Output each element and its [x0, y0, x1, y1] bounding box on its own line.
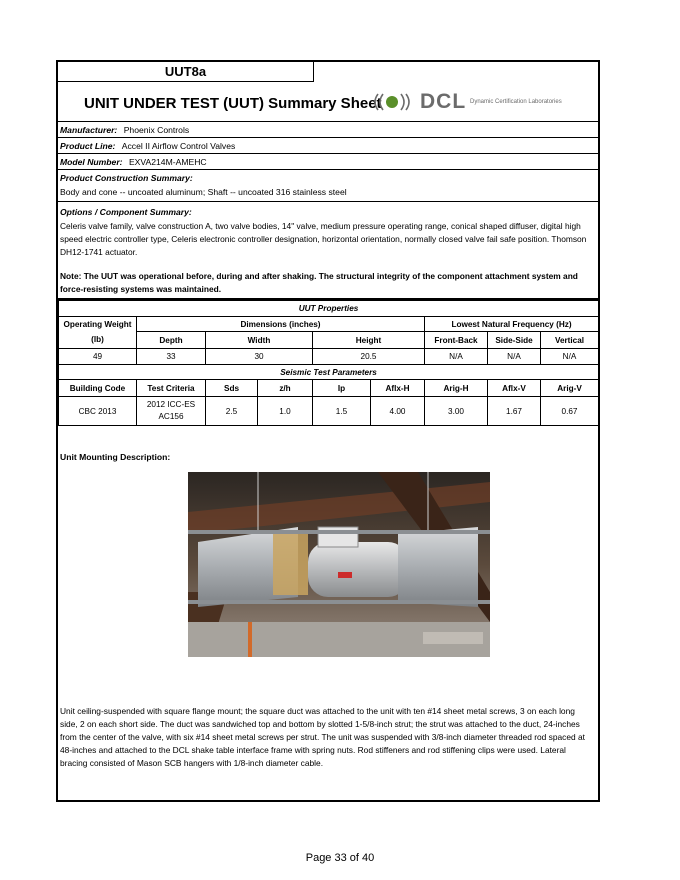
width-value: 30 — [206, 349, 313, 365]
model-number-label: Model Number: — [60, 157, 123, 167]
test-criteria-line1: 2012 ICC-ES — [146, 400, 196, 409]
page-title: UNIT UNDER TEST (UUT) Summary Sheet — [84, 95, 382, 112]
col-zh: z/h — [258, 380, 313, 397]
col-sds: Sds — [206, 380, 258, 397]
zh-value: 1.0 — [258, 397, 313, 426]
logo-text: DCL — [420, 90, 467, 113]
depth-value: 33 — [137, 349, 206, 365]
uut-id: UUT8a — [58, 62, 314, 82]
col-test-criteria: Test Criteria — [137, 380, 206, 397]
model-number-row — [58, 154, 598, 170]
seismic-title: Seismic Test Parameters — [59, 365, 599, 380]
seismic-table — [58, 364, 599, 426]
unit-photo-image — [188, 472, 490, 657]
arig-v-value: 0.67 — [541, 397, 599, 426]
manufacturer-label: Manufacturer: — [60, 125, 118, 135]
uut-properties-title: UUT Properties — [59, 301, 599, 317]
options-value: Celeris valve family, valve construction A, two valve bodies, 14" valve, medium pressure operating range, conical shaped diffuser, digital high speed electric controller type, Celeris electronic controller designation, horizontal orientation, normally closed valve fail safe position. Thomson DH12-1741 actuator. — [60, 221, 587, 257]
height-value: 20.5 — [313, 349, 425, 365]
vertical-value: N/A — [541, 349, 599, 365]
manufacturer-row — [58, 122, 598, 138]
col-width: Width — [206, 332, 313, 349]
col-vertical: Vertical — [541, 332, 599, 349]
operating-weight-unit: (lb) — [59, 332, 137, 349]
side-side-value: N/A — [488, 349, 541, 365]
options-row — [58, 202, 598, 300]
construction-label: Product Construction Summary: — [60, 173, 193, 183]
sds-value: 2.5 — [206, 397, 258, 426]
test-criteria-value — [137, 397, 206, 426]
arig-h-value: 3.00 — [425, 397, 488, 426]
test-criteria-line2: AC156 — [158, 412, 184, 421]
product-line-value: Accel II Airflow Control Valves — [121, 141, 236, 151]
weight-value: 49 — [59, 349, 137, 365]
frequency-label: Lowest Natural Frequency (Hz) — [425, 317, 599, 332]
product-line-row — [58, 138, 598, 154]
col-aflx-h: Aflx-H — [371, 380, 425, 397]
mounting-label: Unit Mounting Description: — [60, 452, 171, 462]
note-text: Note: The UUT was operational before, during and after shaking. The structural integrity of the component attachment system and force-resisting systems was maintained. — [60, 271, 578, 294]
dcl-logo — [370, 89, 596, 115]
construction-value: Body and cone -- uncoated aluminum; Shaft -- uncoated 316 stainless steel — [60, 187, 347, 197]
col-arig-v: Arig-V — [541, 380, 599, 397]
front-back-value: N/A — [425, 349, 488, 365]
dimensions-label: Dimensions (inches) — [137, 317, 425, 332]
options-label: Options / Component Summary: — [60, 207, 192, 217]
col-building-code: Building Code — [59, 380, 137, 397]
col-ip: Ip — [313, 380, 371, 397]
aflx-v-value: 1.67 — [488, 397, 541, 426]
col-depth: Depth — [137, 332, 206, 349]
building-code-value: CBC 2013 — [59, 397, 137, 426]
logo-subtext: Dynamic Certification Laboratories — [470, 99, 562, 105]
product-line-label: Product Line: — [60, 141, 116, 151]
aflx-h-value: 4.00 — [371, 397, 425, 426]
ip-value: 1.5 — [313, 397, 371, 426]
page-number: Page 33 of 40 — [305, 852, 375, 864]
col-arig-h: Arig-H — [425, 380, 488, 397]
mounting-description: Unit ceiling-suspended with square flange mount; the square duct was attached to the unit with ten #14 sheet metal screws, 3 on each long side, 2 on each short side. The duct was sandwiched top and bottom by slotted 1-5/8-inch strut; the strut was attached to the duct, 24-inches from the center of the valve, with six #14 sheet metal screws per strut. The unit was suspended with 3/8-inch diameter threaded rod spaced at 48-inches and attached to the DCL shake table interface frame with spring nuts. Rod stiffeners and rod stiffening clips were used. Lateral bracing consisted of Mason SCB hangers with 1/8-inch diameter cable. — [60, 706, 585, 768]
operating-weight-label: Operating Weight — [59, 317, 137, 332]
unit-photo — [188, 472, 490, 657]
construction-row — [58, 170, 598, 202]
col-height: Height — [313, 332, 425, 349]
col-front-back: Front-Back — [425, 332, 488, 349]
col-aflx-v: Aflx-V — [488, 380, 541, 397]
model-number-value: EXVA214M-AMEHC — [128, 157, 207, 167]
summary-sheet — [56, 60, 600, 802]
col-side-side: Side-Side — [488, 332, 541, 349]
header-block — [58, 62, 598, 122]
uut-properties-table — [58, 300, 599, 365]
manufacturer-value: Phoenix Controls — [123, 125, 190, 135]
